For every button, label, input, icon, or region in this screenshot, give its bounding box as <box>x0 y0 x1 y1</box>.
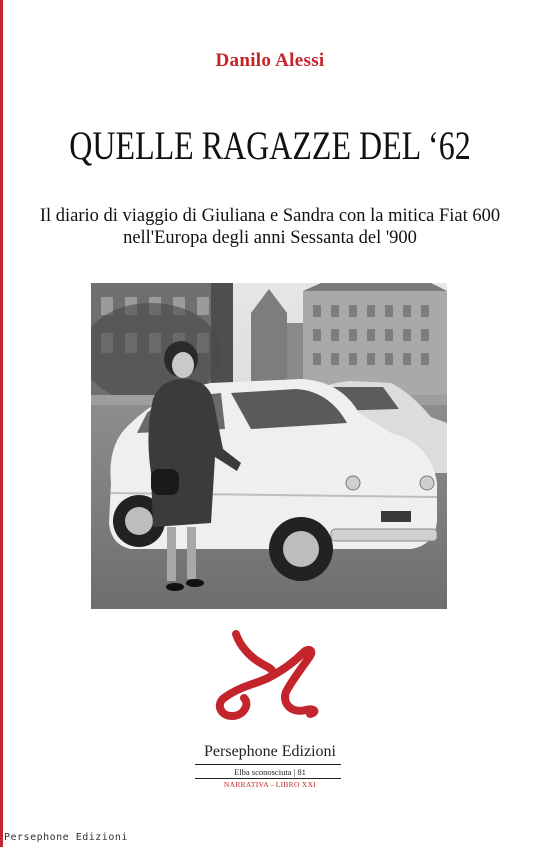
series-label: Elba sconosciuta | 81 <box>234 767 306 777</box>
publisher-name: Persephone Edizioni <box>204 743 336 760</box>
publisher-rule-top <box>195 764 341 765</box>
subtitle-line-1: Il diario di viaggio di Giuliana e Sandra con la mitica Fiat 600 <box>39 206 501 226</box>
publisher-logo-icon <box>210 628 326 724</box>
author-name: Danilo Alessi <box>215 50 325 71</box>
book-title: QUELLE RAGAZZE DEL ‘62 <box>69 123 471 168</box>
book-subtitle <box>0 205 540 249</box>
cover-photo-woman-with-fiat-600 <box>91 283 447 609</box>
subtitle-line-2: nell'Europa degli anni Sessanta del '900 <box>123 228 417 248</box>
collection-label: NARRATIVA - LIBRO XXI <box>223 780 317 789</box>
publisher-rule-bottom <box>195 778 341 779</box>
footer-publisher-mark: Persephone Edizioni <box>4 832 128 843</box>
left-red-edge <box>0 0 3 847</box>
